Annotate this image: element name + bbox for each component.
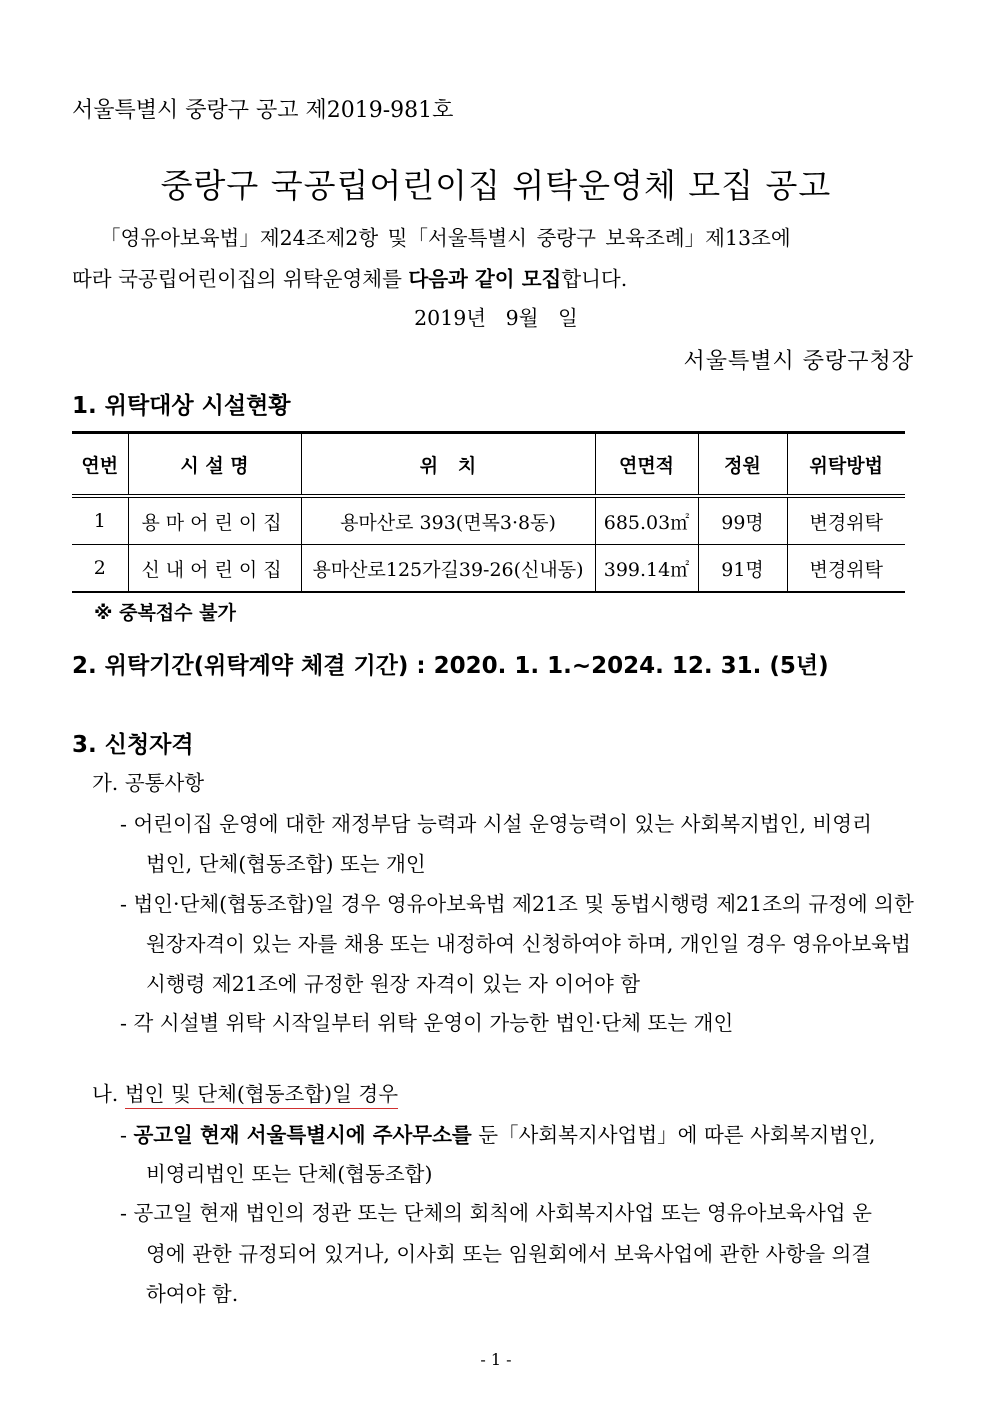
signature: 서울특별시 중랑구청장 xyxy=(683,349,914,374)
table-row xyxy=(72,496,905,545)
sub-a-line: - 법인·단체(협동조합)일 경우 영유아보육법 제21조 및 동법시행령 제21조의 규정에 의한 xyxy=(120,892,914,916)
page-number: - 1 - xyxy=(480,1350,512,1369)
cell-method: 변경위탁 xyxy=(787,545,905,593)
header-no: 연번 xyxy=(72,433,128,497)
sub-b-line-2: 비영리법인 또는 단체(협동조합) xyxy=(146,1162,433,1186)
table-row xyxy=(72,545,905,593)
sub-b-line-5: 하여야 함. xyxy=(146,1282,239,1306)
sub-b-line-1-bold: 공고일 현재 서울특별시에 주사무소를 xyxy=(133,1123,472,1147)
cell-capacity: 99명 xyxy=(698,496,787,545)
notice-date: 2019년 9월 일 xyxy=(414,306,578,330)
facility-table xyxy=(72,431,905,593)
cell-area: 399.14㎡ xyxy=(595,545,698,593)
sub-b-line-3: - 공고일 현재 법인의 정관 또는 단체의 회칙에 사회복지사업 또는 영유아보육사업 운 xyxy=(120,1201,872,1225)
cell-facility-name: 용마어린이집 xyxy=(128,496,301,545)
header-area: 연면적 xyxy=(595,433,698,497)
header-location: 위 치 xyxy=(301,433,595,497)
sub-a-line: - 어린이집 운영에 대한 재정부담 능력과 시설 운영능력이 있는 사회복지법인, 비영리 xyxy=(120,812,872,836)
sub-b-line-1-dash: - xyxy=(120,1123,134,1147)
sub-b-line-1-rest: 둔「사회복지사업법」에 따른 사회복지법인, xyxy=(471,1123,876,1147)
intro-line-2-post: 합니다. xyxy=(561,267,628,291)
cell-location: 용마산로125가길39-26(신내동) xyxy=(301,545,595,593)
cell-area: 685.03㎡ xyxy=(595,496,698,545)
cell-capacity: 91명 xyxy=(698,545,787,593)
header-capacity: 정원 xyxy=(698,433,787,497)
cell-no: 2 xyxy=(72,545,128,593)
intro-line-2 xyxy=(72,262,627,292)
section-1-heading: 1. 위탁대상 시설현황 xyxy=(72,393,291,419)
header-facility-name: 시 설 명 xyxy=(128,433,301,497)
cell-location: 용마산로 393(면목3·8동) xyxy=(301,496,595,545)
intro-line-2-pre: 따라 국공립어린이집의 위탁운영체를 xyxy=(72,267,409,291)
sub-a-line: 원장자격이 있는 자를 채용 또는 내정하여 신청하여야 하며, 개인일 경우 영유아보육법 xyxy=(146,932,911,956)
intro-line-1: 「영유아보육법」제24조제2항 및「서울특별시 중랑구 보육조례」제13조에 xyxy=(100,226,791,250)
sub-a-line: 시행령 제21조에 규정한 원장 자격이 있는 자 이어야 함 xyxy=(146,972,641,996)
sub-a-line: - 각 시설별 위탁 시작일부터 위탁 운영이 가능한 법인·단체 또는 개인 xyxy=(120,1011,734,1035)
intro-line-2-bold: 다음과 같이 모집 xyxy=(408,267,562,291)
sub-b-label xyxy=(92,1077,398,1107)
table-header-row xyxy=(72,433,905,497)
header-method: 위탁방법 xyxy=(787,433,905,497)
notice-number: 서울특별시 중랑구 공고 제2019-981호 xyxy=(72,98,454,123)
sub-b-line-1 xyxy=(120,1118,875,1148)
cell-no: 1 xyxy=(72,496,128,545)
section-2-heading: 2. 위탁기간(위탁계약 체결 기간) : 2020. 1. 1.~2024. 12. 31. (5년) xyxy=(72,653,829,679)
document-title: 중랑구 국공립어린이집 위탁운영체 모집 공고 xyxy=(160,166,832,205)
sub-b-label-text: 법인 및 단체(협동조합)일 경우 xyxy=(125,1082,398,1109)
sub-b-label-prefix: 나. xyxy=(92,1082,125,1106)
sub-b-line-4: 영에 관한 규정되어 있거나, 이사회 또는 임원회에서 보육사업에 관한 사항을 의결 xyxy=(146,1242,872,1266)
section-3-heading: 3. 신청자격 xyxy=(72,732,194,758)
cell-method: 변경위탁 xyxy=(787,496,905,545)
sub-a-line: 법인, 단체(협동조합) 또는 개인 xyxy=(146,852,426,876)
sub-a-label: 가. 공통사항 xyxy=(92,771,205,795)
duplicate-note: ※ 중복접수 불가 xyxy=(94,602,236,624)
cell-facility-name: 신내어린이집 xyxy=(128,545,301,593)
